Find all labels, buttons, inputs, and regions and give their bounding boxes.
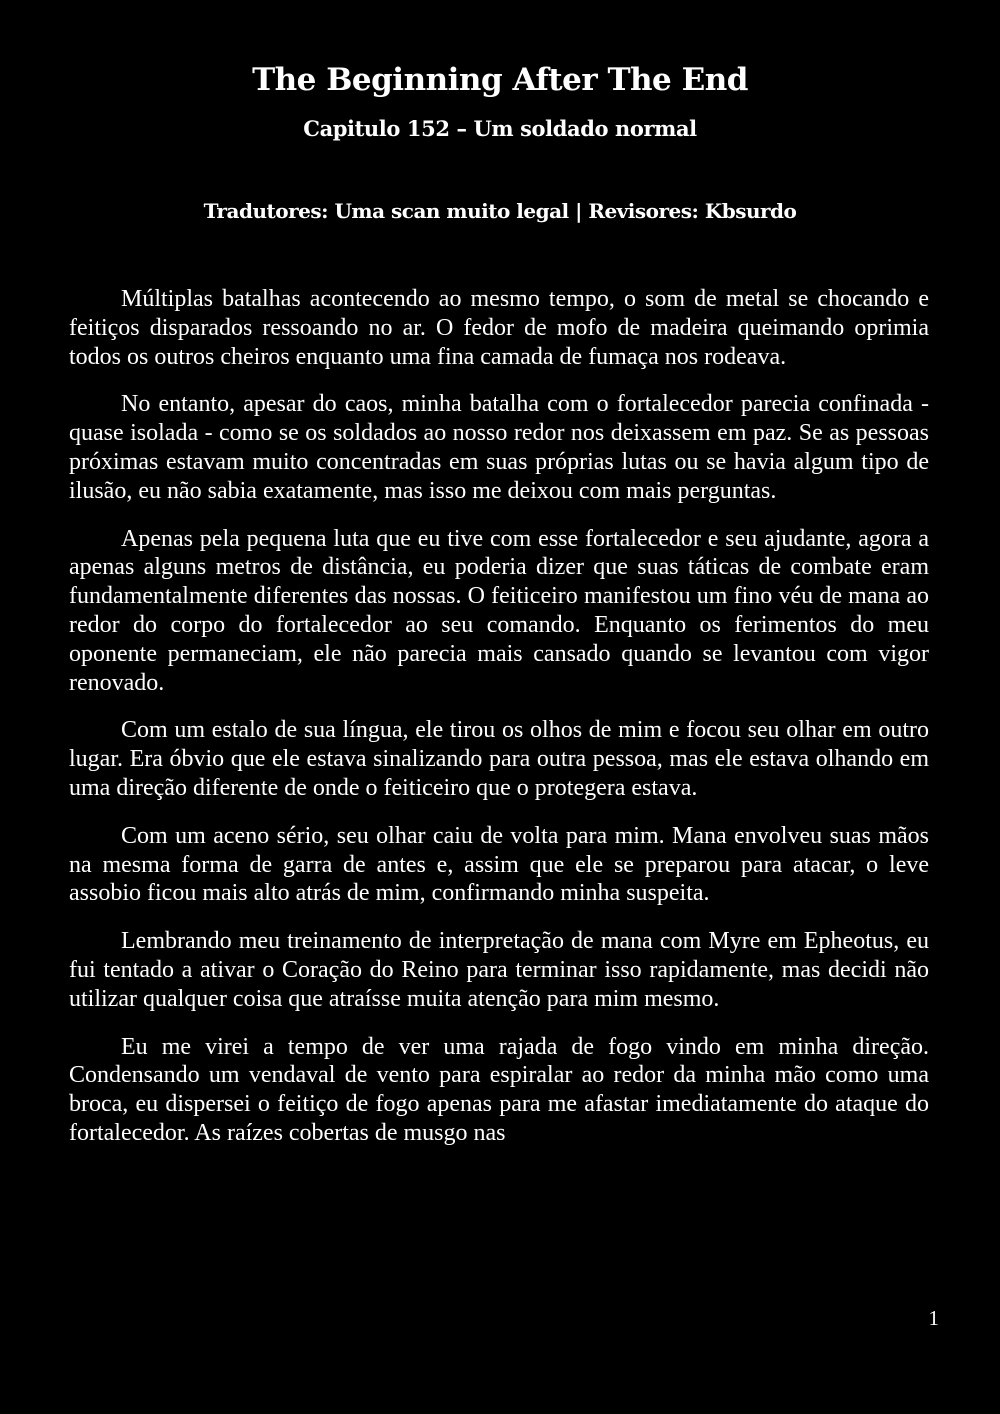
paragraph: Eu me virei a tempo de ver uma rajada de fogo vindo em minha direção. Condensando um vendaval de vento para espiralar ao redor da minha mão como uma broca, eu dispersei o feitiço de fogo apenas para me afastar imediatamente do ataque do fortalecedor. As raízes cobertas de musgo nas	[69, 1033, 929, 1146]
paragraph: Com um aceno sério, seu olhar caiu de volta para mim. Mana envolveu suas mãos na mesma forma de garra de antes e, assim que ele se preparou para atacar, o leve assobio ficou mais alto atrás de mim, confirmando minha suspeita.	[69, 822, 929, 907]
chapter-title: Capitulo 152 – Um soldado normal	[303, 116, 697, 141]
paragraph: Com um estalo de sua língua, ele tirou os olhos de mim e focou seu olhar em outro lugar. Era óbvio que ele estava sinalizando para outra pessoa, mas ele estava olhando em uma direção diferente de onde o feiticeiro que o protegera estava.	[69, 717, 929, 801]
paragraph: No entanto, apesar do caos, minha batalha com o fortalecedor parecia confinada - quase isolada - como se os soldados ao nosso redor nos deixassem em paz. Se as pessoas próximas estavam muito concentradas em suas próprias lutas ou se havia algum tipo de ilusão, eu não sabia exatamente, mas isso me deixou com mais perguntas.	[69, 391, 929, 504]
credits-line: Tradutores: Uma scan muito legal | Revisores: Kbsurdo	[203, 199, 797, 223]
body-text	[69, 285, 929, 1167]
paragraph: Lembrando meu treinamento de interpretação de mana com Myre em Epheotus, eu fui tentado a ativar o Coração do Reino para terminar isso rapidamente, mas decidi não utilizar qualquer coisa que atraísse muita atenção para mim mesmo.	[69, 928, 929, 1012]
page-number: 1	[928, 1306, 939, 1330]
paragraph: Apenas pela pequena luta que eu tive com esse fortalecedor e seu ajudante, agora a apenas alguns metros de distância, eu poderia dizer que suas táticas de combate eram fundamentalmente diferentes das nossas. O feiticeiro manifestou um fino véu de mana ao redor do corpo do fortalecedor ao seu comando. Enquanto os ferimentos do meu oponente permaneciam, ele não parecia mais cansado quando se levantou com vigor renovado.	[69, 525, 929, 696]
paragraph: Múltiplas batalhas acontecendo ao mesmo tempo, o som de metal se chocando e feitiços disparados ressoando no ar. O fedor de mofo de madeira queimando oprimia todos os outros cheiros enquanto uma fina camada de fumaça nos rodeava.	[69, 286, 929, 370]
document-title: The Beginning After The End	[252, 62, 748, 98]
